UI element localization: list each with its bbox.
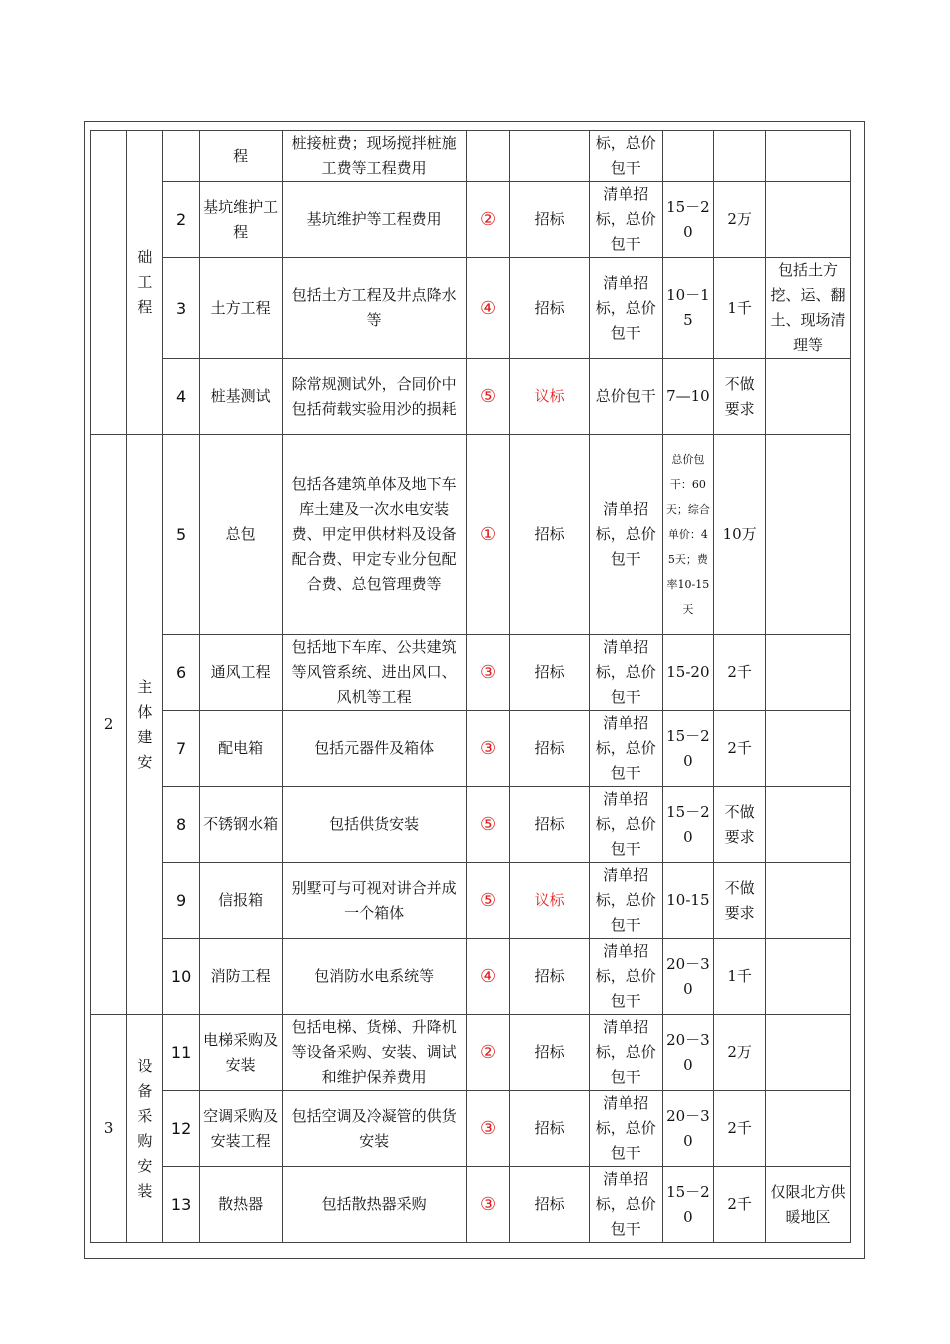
row-deposit: 2千 xyxy=(714,1091,766,1167)
table-row xyxy=(91,1167,851,1243)
row-type: 清单招标，总价包干 xyxy=(590,1167,662,1243)
row-deposit: 2千 xyxy=(714,711,766,787)
row-content: 桩接桩费；现场搅拌桩施工费等工程费用 xyxy=(282,131,466,182)
row-level: ⑤ xyxy=(466,863,509,939)
row-deposit: 2千 xyxy=(714,635,766,711)
row-content: 包括散热器采购 xyxy=(282,1167,466,1243)
row-note xyxy=(766,1015,851,1091)
row-seq: 11 xyxy=(163,1015,199,1091)
row-seq: 8 xyxy=(163,787,199,863)
row-seq: 5 xyxy=(163,435,199,635)
table-row xyxy=(91,182,851,258)
row-item: 配电箱 xyxy=(199,711,282,787)
row-level: ③ xyxy=(466,1167,509,1243)
row-deposit: 1千 xyxy=(714,939,766,1015)
row-seq: 13 xyxy=(163,1167,199,1243)
row-note xyxy=(766,131,851,182)
row-deposit: 2千 xyxy=(714,1167,766,1243)
row-deposit: 1千 xyxy=(714,258,766,359)
row-method: 招标 xyxy=(510,258,590,359)
group-no: 3 xyxy=(91,1015,127,1243)
row-type: 清单招标，总价包干 xyxy=(590,1015,662,1091)
row-item: 空调采购及安装工程 xyxy=(199,1091,282,1167)
row-type: 清单招标，总价包干 xyxy=(590,182,662,258)
row-days: 20－30 xyxy=(662,939,714,1015)
group-name: 主体建安 xyxy=(127,435,163,1015)
row-level: ④ xyxy=(466,258,509,359)
group-name: 设备采购安装 xyxy=(127,1015,163,1243)
row-method: 招标 xyxy=(510,1167,590,1243)
table-row xyxy=(91,635,851,711)
row-method: 招标 xyxy=(510,182,590,258)
row-days xyxy=(662,131,714,182)
table-row xyxy=(91,258,851,359)
row-level: ② xyxy=(466,1015,509,1091)
row-content: 包括土方工程及井点降水等 xyxy=(282,258,466,359)
row-method: 招标 xyxy=(510,635,590,711)
row-note xyxy=(766,182,851,258)
group-no: 2 xyxy=(91,435,127,1015)
row-days: 15－20 xyxy=(662,711,714,787)
row-method: 招标 xyxy=(510,435,590,635)
row-method: 招标 xyxy=(510,1015,590,1091)
row-deposit: 不做要求 xyxy=(714,787,766,863)
row-level: ③ xyxy=(466,711,509,787)
row-seq xyxy=(163,131,199,182)
row-content: 基坑维护等工程费用 xyxy=(282,182,466,258)
row-type: 清单招标，总价包干 xyxy=(590,939,662,1015)
table-row xyxy=(91,359,851,435)
row-deposit: 10万 xyxy=(714,435,766,635)
row-method: 议标 xyxy=(510,359,590,435)
row-item: 总包 xyxy=(199,435,282,635)
row-note xyxy=(766,787,851,863)
row-type: 总价包干 xyxy=(590,359,662,435)
row-note xyxy=(766,863,851,939)
row-item: 基坑维护工程 xyxy=(199,182,282,258)
row-content: 包括各建筑单体及地下车库土建及一次水电安装费、甲定甲供材料及设备配合费、甲定专业分包配合费、总包管理费等 xyxy=(282,435,466,635)
row-seq: 10 xyxy=(163,939,199,1015)
row-content: 包括电梯、货梯、升降机等设备采购、安装、调试和维护保养费用 xyxy=(282,1015,466,1091)
row-item: 不锈钢水箱 xyxy=(199,787,282,863)
row-days: 20－30 xyxy=(662,1091,714,1167)
procurement-table xyxy=(90,130,851,1243)
table-row xyxy=(91,787,851,863)
row-content: 包括供货安装 xyxy=(282,787,466,863)
row-method: 招标 xyxy=(510,787,590,863)
row-note xyxy=(766,635,851,711)
row-item: 土方工程 xyxy=(199,258,282,359)
table-row xyxy=(91,939,851,1015)
row-type: 标，总价包干 xyxy=(590,131,662,182)
row-method: 招标 xyxy=(510,711,590,787)
row-item: 通风工程 xyxy=(199,635,282,711)
row-days: 20－30 xyxy=(662,1015,714,1091)
row-days: 总价包干：60天；综合单价：45天；费率10-15天 xyxy=(662,435,714,635)
row-note: 包括土方挖、运、翻土、现场清理等 xyxy=(766,258,851,359)
row-method: 招标 xyxy=(510,1091,590,1167)
row-method xyxy=(510,131,590,182)
row-deposit: 不做要求 xyxy=(714,863,766,939)
row-content: 除常规测试外，合同价中包括荷载实验用沙的损耗 xyxy=(282,359,466,435)
table-row xyxy=(91,435,851,635)
row-note xyxy=(766,359,851,435)
row-type: 清单招标，总价包干 xyxy=(590,711,662,787)
row-note xyxy=(766,1091,851,1167)
row-level: ② xyxy=(466,182,509,258)
row-days: 10-15 xyxy=(662,863,714,939)
group-name: 础工程 xyxy=(127,131,163,435)
row-note: 仅限北方供暖地区 xyxy=(766,1167,851,1243)
row-level: ⑤ xyxy=(466,787,509,863)
row-days: 15－20 xyxy=(662,787,714,863)
row-level: ⑤ xyxy=(466,359,509,435)
row-level: ① xyxy=(466,435,509,635)
row-content: 包消防水电系统等 xyxy=(282,939,466,1015)
table-row xyxy=(91,1091,851,1167)
row-seq: 6 xyxy=(163,635,199,711)
row-content: 包括地下车库、公共建筑等风管系统、进出风口、风机等工程 xyxy=(282,635,466,711)
row-item: 消防工程 xyxy=(199,939,282,1015)
group-no xyxy=(91,131,127,435)
table-row xyxy=(91,131,851,182)
row-method: 招标 xyxy=(510,939,590,1015)
row-days: 7—10 xyxy=(662,359,714,435)
row-type: 清单招标，总价包干 xyxy=(590,435,662,635)
row-type: 清单招标，总价包干 xyxy=(590,1091,662,1167)
row-type: 清单招标，总价包干 xyxy=(590,787,662,863)
row-item: 信报箱 xyxy=(199,863,282,939)
row-item: 散热器 xyxy=(199,1167,282,1243)
row-content: 包括元器件及箱体 xyxy=(282,711,466,787)
row-days: 15－20 xyxy=(662,182,714,258)
row-seq: 4 xyxy=(163,359,199,435)
row-content: 别墅可与可视对讲合并成一个箱体 xyxy=(282,863,466,939)
row-method: 议标 xyxy=(510,863,590,939)
row-days: 15-20 xyxy=(662,635,714,711)
row-item: 程 xyxy=(199,131,282,182)
row-level xyxy=(466,131,509,182)
table-row xyxy=(91,863,851,939)
row-seq: 9 xyxy=(163,863,199,939)
row-type: 清单招标，总价包干 xyxy=(590,863,662,939)
row-level: ③ xyxy=(466,1091,509,1167)
row-level: ④ xyxy=(466,939,509,1015)
row-seq: 12 xyxy=(163,1091,199,1167)
table-row xyxy=(91,711,851,787)
row-item: 桩基测试 xyxy=(199,359,282,435)
row-note xyxy=(766,711,851,787)
row-note xyxy=(766,939,851,1015)
row-deposit: 不做要求 xyxy=(714,359,766,435)
row-deposit: 2万 xyxy=(714,1015,766,1091)
table-row xyxy=(91,1015,851,1091)
row-seq: 3 xyxy=(163,258,199,359)
row-item: 电梯采购及安装 xyxy=(199,1015,282,1091)
row-content: 包括空调及冷凝管的供货安装 xyxy=(282,1091,466,1167)
row-days: 15－20 xyxy=(662,1167,714,1243)
row-deposit: 2万 xyxy=(714,182,766,258)
row-note xyxy=(766,435,851,635)
row-deposit xyxy=(714,131,766,182)
row-seq: 7 xyxy=(163,711,199,787)
row-days: 10－15 xyxy=(662,258,714,359)
row-seq: 2 xyxy=(163,182,199,258)
row-type: 清单招标，总价包干 xyxy=(590,635,662,711)
row-type: 清单招标，总价包干 xyxy=(590,258,662,359)
row-level: ③ xyxy=(466,635,509,711)
